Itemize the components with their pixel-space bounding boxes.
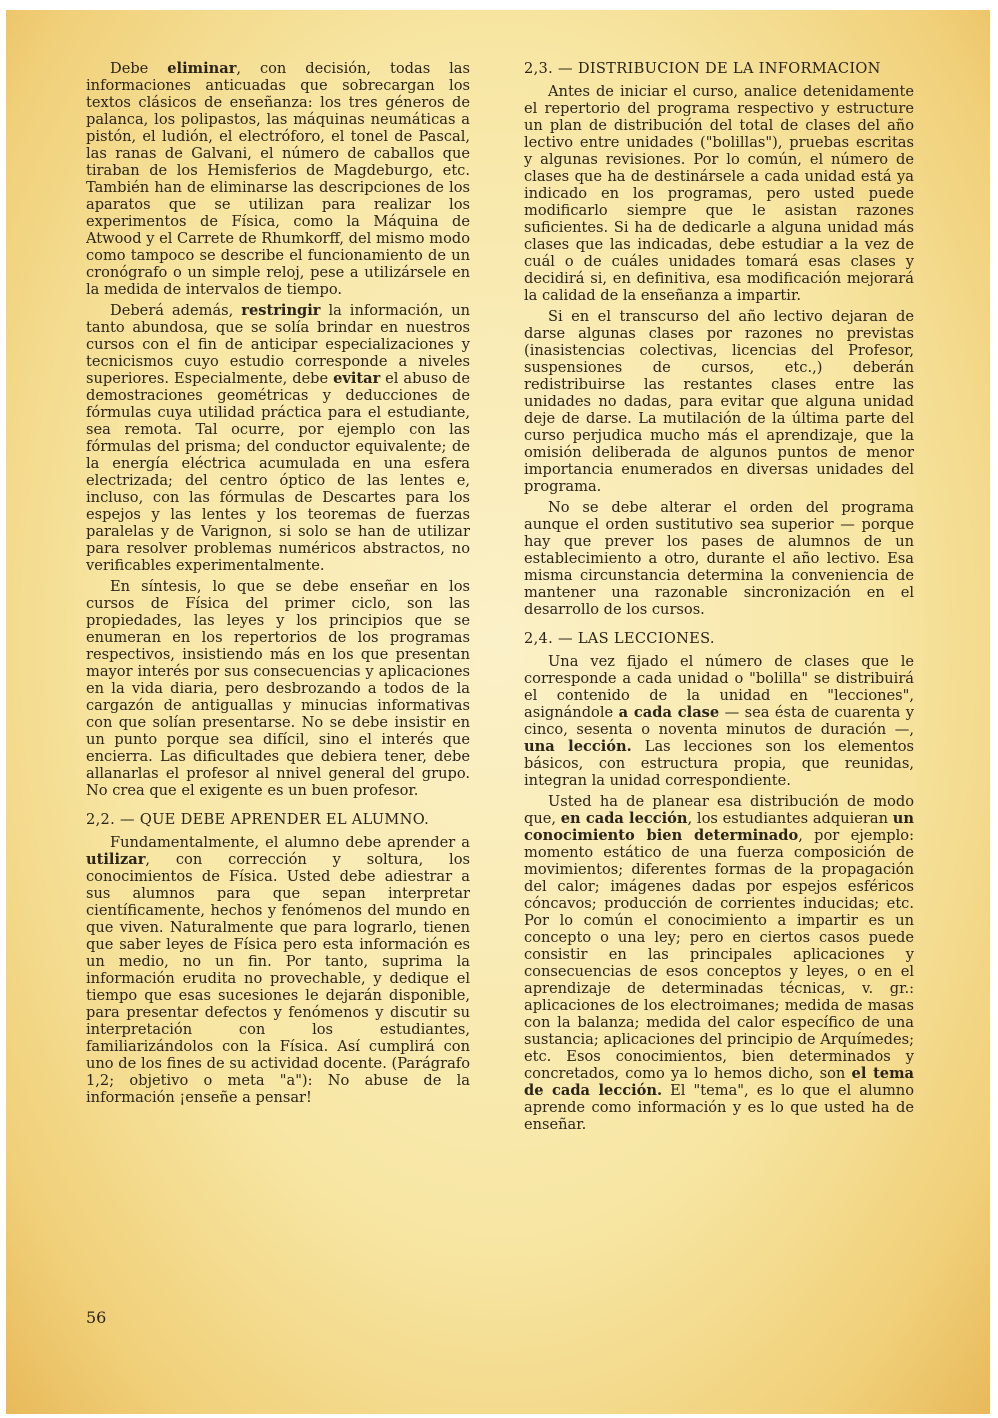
section-heading: 2,4. — LAS LECCIONES. [524,630,715,647]
paragraph: Deberá además, restringir la información, un tanto abundosa, que se solía brindar en nuestros cursos con el fin de anticipar especializaciones y tecnicismos cuyo estudio corresponde a niveles superiores. Especialmente, debe evitar el abuso de demostraciones geométricas y deducciones de fórmulas cuya utilidad práctica para el estudiante, sea remota. Tal ocurre, por ejemplo con las fórmulas del prisma; del conductor equivalente; de la energía eléctrica acumulada en una esfera electrizada; del centro óptico de las lentes e, incluso, con las fórmulas de Descartes para los espejos y las lentes y los teoremas de fuerzas paralelas y de Varignon, si solo se han de utilizar para resolver problemas numéricos abstractos, no verificables experimentalmente. [86,302,470,574]
section-heading: 2,3. — DISTRIBUCION DE LA INFORMACION [524,60,881,77]
right-column [524,60,914,1137]
page-number: 56 [86,1308,107,1327]
paragraph: Una vez fijado el número de clases que le corresponde a cada unidad o "bolilla" se distribuirá el contenido de la unidad en "lecciones", asignándole a cada clase — sea ésta de cuarenta y cinco, sesenta o noventa minutos de duración —, una lección. Las lecciones son los elementos básicos, con estructura propia, que reunidas, integran la unidad correspondiente. [524,653,915,789]
paragraph: Debe eliminar, con decisión, todas las informaciones anticuadas que sobrecargan los textos clásicos de enseñanza: los tres géneros de palanca, los polipastos, las máquinas neumáticas a pistón, el ludión, el electróforo, el tonel de Pascal, las ranas de Galvani, el número de caballos que tiraban de los Hemisferios de Magdeburgo, etc. También han de eliminarse las descripciones de los aparatos que se utilizan para realizar los experimentos de Física, como la Máquina de Atwood y el Carrete de Rhumkorff, del mismo modo como tampoco se describe el funcionamiento de un cronógrafo o un simple reloj, pese a utilizársele en la medida de intervalos de tiempo. [86,60,470,298]
section-heading: 2,2. — QUE DEBE APRENDER EL ALUMNO. [86,811,430,828]
paragraph: Antes de iniciar el curso, analice detenidamente el repertorio del programa respectivo y estructure un plan de distribución del total de clases del año lectivo entre unidades ("bolillas"), pruebas escritas y algunas revisiones. Por lo común, el número de clases que ha de destinársele a cada unidad está ya indicado en los programas, pero usted puede modificarlo siempre que le asistan razones suficientes. Si ha de dedicarle a alguna unidad más clases que las indicadas, debe estudiar a la vez de cuál o de cuáles unidades tomará esas clases y decidirá si, en definitiva, esa modificación mejorará la calidad de la enseñanza a impartir. [524,83,914,304]
paragraph: Fundamentalmente, el alumno debe aprender a utilizar, con corrección y soltura, los conocimientos de Física. Usted debe adiestrar a sus alumnos para que sepan interpretar científicamente, hechos y fenómenos del mundo en que viven. Naturalmente que para lograrlo, tienen que saber leyes de Física pero esta información es un medio, no un fin. Por tanto, suprima la información erudita no provechable, y dedique el tiempo que esas sucesiones le dejarán disponible, para presentar defectos y fenómenos y discutir su interpretación con los estudiantes, familiarizándolos con la Física. Así cumplirá con uno de los fines de su actividad docente. (Parágrafo 1,2; objetivo o meta "a"): No abuse de la información ¡enseñe a pensar! [86,834,470,1106]
paragraph: Si en el transcurso del año lectivo dejaran de darse algunas clases por razones no previstas (inasistencias colectivas, licencias del Profesor, suspensiones de cursos, etc.,) deberán redistribuirse las restantes clases entre las unidades no dadas, para evitar que alguna unidad deje de darse. La mutilación de la última parte del curso perjudica mucho más el aprendizaje, que la omisión deliberada de algunos puntos de menor importancia enumerados en diversas unidades del programa. [524,308,914,495]
paragraph: En síntesis, lo que se debe enseñar en los cursos de Física del primer ciclo, son las propiedades, las leyes y los principios que se enumeran en los repertorios de los programas respectivos, insistiendo más en los que presentan mayor interés por sus consecuencias y aplicaciones en la vida diaria, pero desbrozando a todos de la cargazón de antiguallas y minucias informativas con que solían presentarse. No se debe insistir en un punto porque sea difícil, sino el interés que encierra. Las dificultades que debiera tener, debe allanarlas el profesor al nnivel general del grupo. No crea que el exigente es un buen profesor. [86,578,470,799]
paragraph: No se debe alterar el orden del programa aunque el orden sustitutivo sea superior — porque hay que prever los pases de alumnos de un establecimiento a otro, durante el año lectivo. Esa misma circunstancia determina la conveniencia de mantener una razonable sincronización en el desarrollo de los cursos. [524,499,914,618]
left-column [86,60,470,1110]
document-page [6,10,990,1414]
paragraph: Usted ha de planear esa distribución de modo que, en cada lección, los estudiantes adquieran un conocimiento bien determinado, por ejemplo: momento estático de una fuerza composición de movimientos; diferentes formas de la propagación del calor; imágenes dadas por espejos esféricos cóncavos; producción de corrientes inducidas; etc. Por lo común el conocimiento a impartir es un concepto o una ley; pero en ciertos casos puede consistir en las principales aplicaciones y consecuencias de esos conceptos y leyes, o en el aprendizaje de determinadas técnicas, v. gr.: aplicaciones de los electroimanes; medida de masas con la balanza; medida del calor específico de una sustancia; aplicaciones del principio de Arquímedes; etc. Esos conocimientos, bien determinados y concretados, como ya lo hemos dicho, son el tema de cada lección. El "tema", es lo que el alumno aprende como información y es lo que usted ha de enseñar. [524,793,914,1133]
